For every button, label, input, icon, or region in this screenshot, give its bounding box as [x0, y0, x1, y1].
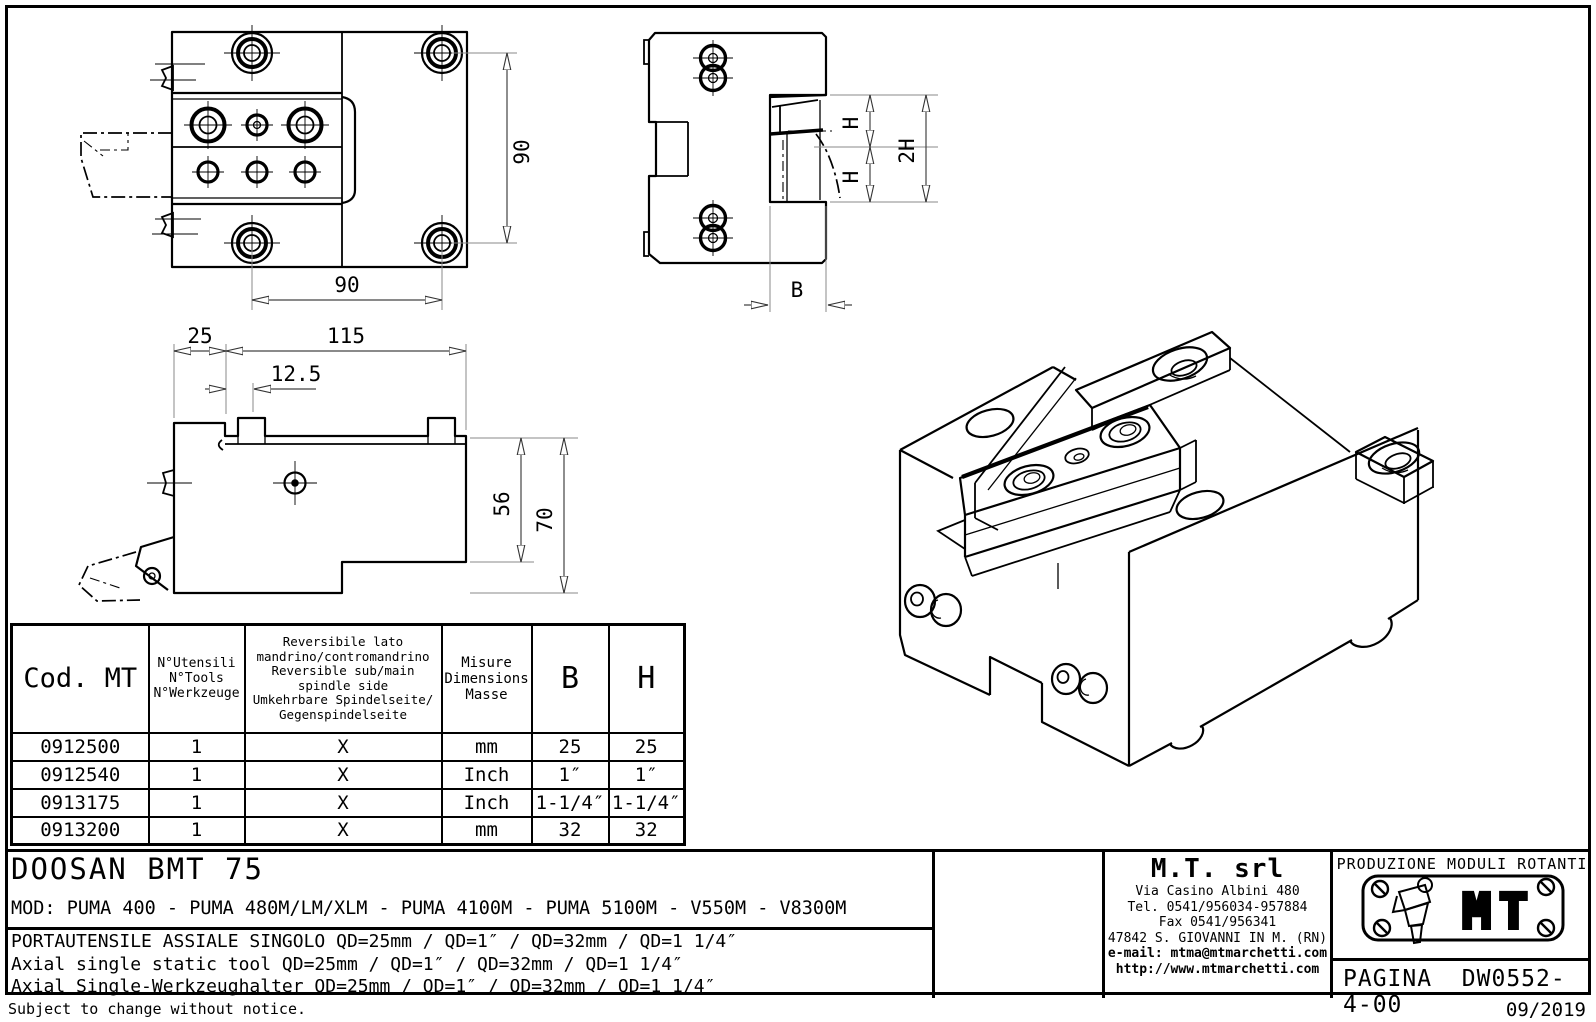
header-line: Gegenspindelseite [279, 706, 407, 722]
cell-h: 1″ [609, 761, 685, 789]
title-block-product-cell [5, 852, 932, 930]
page-code: DW0552-4-00 [1343, 966, 1566, 1018]
header-line: Dimensions [444, 670, 529, 687]
brand-box [1333, 852, 1591, 961]
front-view-dimensions [252, 53, 534, 310]
svg-text:56: 56 [490, 491, 514, 517]
cell-h: 32 [609, 817, 685, 845]
mounting-holes [184, 101, 329, 188]
cell-reversible: X [245, 789, 442, 817]
svg-text:H: H [839, 170, 863, 184]
cell-h: 1-1/4″ [609, 789, 685, 817]
header-measure [442, 625, 532, 733]
phantom-tool [81, 133, 172, 197]
title-block-empty-cell [935, 852, 1105, 998]
shelf-bore [1173, 486, 1226, 524]
description-en: Axial single static tool QD=25mm / QD=1″ / QD=32mm / QD=1 1/4″ [11, 953, 683, 975]
header-line: N°Utensili [157, 656, 236, 672]
company-city: 47842 S. GIOVANNI IN M. (RN) [1107, 930, 1328, 946]
svg-text:25: 25 [187, 324, 213, 348]
side-view [644, 33, 938, 312]
svg-text:B: B [790, 278, 804, 302]
front-view [81, 25, 534, 310]
wedge-clamp [938, 405, 1196, 576]
cell-tools: 1 [149, 761, 245, 789]
cell-reversible: X [245, 761, 442, 789]
company-name: M.T. srl [1150, 854, 1285, 884]
header-line: mandrino/contromandrino [256, 648, 430, 664]
front-face-screws [905, 585, 1107, 703]
header-n-tools [149, 625, 245, 733]
cell-tools: 1 [149, 789, 245, 817]
pin-holes [693, 40, 733, 256]
cell-h: 25 [609, 733, 685, 761]
profile-view [79, 324, 578, 601]
cell-b: 25 [532, 733, 609, 761]
company-email: e-mail: mtma@mtmarchetti.com [1107, 946, 1328, 961]
side-clamp-screws [150, 64, 205, 237]
deck-bore [963, 404, 1016, 442]
cell-reversible: X [245, 733, 442, 761]
svg-text:70: 70 [533, 507, 557, 533]
header-line: Umkehrbare Spindelseite/ [252, 692, 434, 708]
company-web: http://www.mtmarchetti.com [1115, 961, 1320, 977]
cell-unit: Inch [442, 761, 532, 789]
company-cell [1105, 852, 1333, 998]
table-row [12, 817, 685, 845]
page-label: PAGINA [1343, 966, 1433, 992]
header-line: N°Tools [169, 671, 224, 687]
header-line: Misure [461, 654, 512, 671]
spec-table [10, 623, 686, 846]
product-title: DOOSAN BMT 75 [11, 852, 264, 886]
header-reversible [245, 625, 442, 733]
table-row [12, 733, 685, 761]
company-tel: Tel. 0541/956034-957884 [1127, 899, 1308, 915]
description-de: Axial Single-Werkzeughalter QD=25mm / QD=1″ / QD=32mm / QD=1 1/4″ [11, 976, 716, 997]
svg-text:MT: MT [1462, 884, 1536, 940]
description-it: PORTAUTENSILE ASSIALE SINGOLO QD=25mm / QD=1″ / QD=32mm / QD=1 1/4″ [11, 931, 738, 952]
cell-code: 0913175 [12, 789, 149, 817]
brand-tagline: PRODUZIONE MODULI ROTANTI [1336, 855, 1588, 873]
svg-text:115: 115 [327, 324, 365, 348]
right-ear [1356, 437, 1433, 504]
svg-text:H: H [839, 116, 863, 130]
cell-unit: mm [442, 733, 532, 761]
cell-code: 0913200 [12, 817, 149, 845]
header-line: spindle side [297, 677, 389, 693]
revision-date: 09/2019 [1505, 999, 1586, 1021]
header-line: N°Werkzeuge [153, 686, 240, 702]
back-rail [1076, 332, 1230, 430]
change-notice: Subject to change without notice. [8, 1000, 307, 1018]
profile-view-dimensions [174, 324, 578, 593]
company-fax: Fax 0541/956341 [1158, 915, 1277, 930]
title-block-left [5, 852, 935, 998]
side-view-dimensions [744, 95, 938, 312]
title-block-description-cell [5, 930, 932, 998]
header-b: B [532, 625, 609, 733]
cell-b: 1-1/4″ [532, 789, 609, 817]
table-header-row [12, 625, 685, 733]
cell-unit: mm [442, 817, 532, 845]
cell-tools: 1 [149, 733, 245, 761]
svg-text:2H: 2H [895, 138, 919, 164]
cell-b: 32 [532, 817, 609, 845]
table-row [12, 789, 685, 817]
corner-screw-holes [224, 25, 470, 271]
svg-text:90: 90 [510, 139, 534, 165]
isometric-view [900, 332, 1433, 766]
tool-slot [770, 95, 840, 202]
mt-logo [1333, 872, 1591, 960]
header-line: Masse [465, 686, 508, 703]
header-h: H [609, 625, 685, 733]
svg-text:12.5: 12.5 [270, 362, 322, 386]
table-row [12, 761, 685, 789]
cell-b: 1″ [532, 761, 609, 789]
cell-code: 0912500 [12, 733, 149, 761]
header-cod-mt: Cod. MT [12, 625, 149, 733]
svg-text:90: 90 [334, 273, 360, 297]
company-address: Via Casino Albini 480 [1135, 884, 1300, 899]
header-line: Reversibile lato [282, 634, 404, 650]
cell-reversible: X [245, 817, 442, 845]
tool-pocket [79, 537, 174, 601]
cell-unit: Inch [442, 789, 532, 817]
logo-toolholder-icon [1393, 878, 1432, 943]
header-line: Reversible sub/main [271, 663, 415, 679]
cell-code: 0912540 [12, 761, 149, 789]
cell-tools: 1 [149, 817, 245, 845]
machine-models: MOD: PUMA 400 - PUMA 480M/LM/XLM - PUMA 4100M - PUMA 5100M - V550M - V8300M [11, 898, 847, 919]
